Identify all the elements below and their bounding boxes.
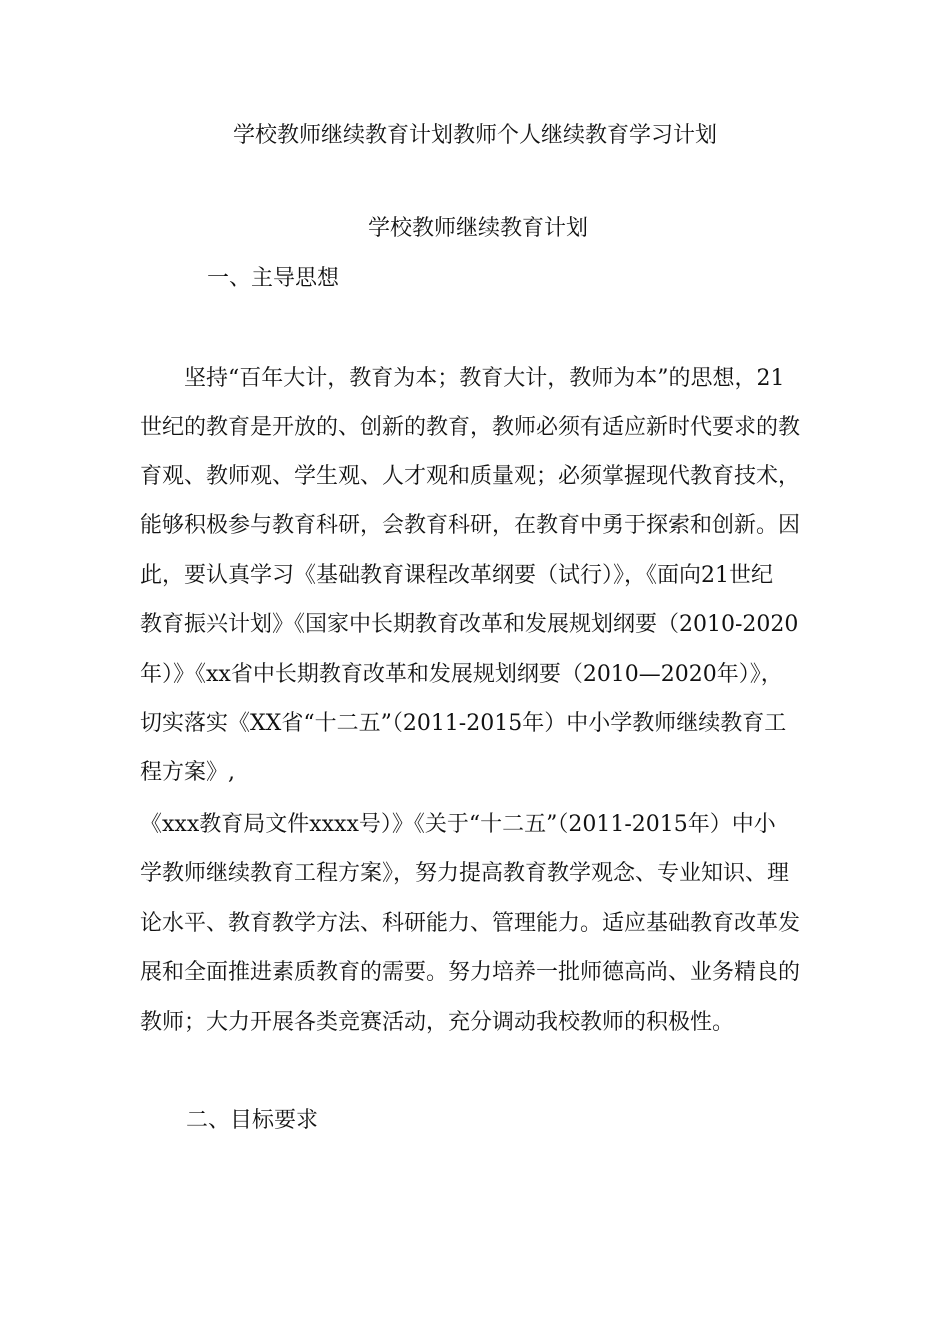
paragraph-line: 能够积极参与教育科研，会教育科研，在教育中勇于探索和创新。因 bbox=[140, 513, 801, 538]
document-sub-title: 学校教师继续教育计划 bbox=[367, 216, 588, 241]
paragraph-line: 此，要认真学习《基础教育课程改革纲要（试行）》，《面向21世纪 bbox=[140, 563, 773, 588]
paragraph-line: 程方案》, bbox=[140, 760, 235, 785]
document-main-title: 学校教师继续教育计划教师个人继续教育学习计划 bbox=[232, 123, 717, 148]
paragraph-line: 论水平、教育教学方法、科研能力、管理能力。适应基础教育改革发 bbox=[140, 911, 801, 936]
section-heading-goals: 二、目标要求 bbox=[186, 1108, 319, 1133]
paragraph-line: 《xxx教育局文件xxxx号）》《关于“十二五”（2011-2015年）中小 bbox=[140, 812, 776, 837]
paragraph-line: 学教师继续教育工程方案》，努力提高教育教学观念、专业知识、理 bbox=[140, 861, 790, 886]
paragraph-line: 坚持“百年大计，教育为本；教育大计，教师为本”的思想，21 bbox=[140, 366, 785, 391]
section-heading-guiding-ideology: 一、主导思想 bbox=[207, 266, 340, 291]
paragraph-line: 育观、教师观、学生观、人才观和质量观；必须掌握现代教育技术， bbox=[140, 464, 801, 489]
paragraph-line: 教师；大力开展各类竞赛活动，充分调动我校教师的积极性。 bbox=[140, 1010, 735, 1035]
paragraph-line: 年）》《xx省中长期教育改革和发展规划纲要（2010—2020年）》， bbox=[140, 662, 783, 687]
paragraph-line: 切实落实《XX省“十二五”（2011-2015年）中小学教师继续教育工 bbox=[140, 711, 787, 736]
paragraph-line: 教育振兴计划》《国家中长期教育改革和发展规划纲要（2010-2020 bbox=[140, 612, 799, 637]
paragraph-line: 世纪的教育是开放的、创新的教育，教师必须有适应新时代要求的教 bbox=[140, 415, 801, 440]
paragraph-line: 展和全面推进素质教育的需要。努力培养一批师德高尚、业务精良的 bbox=[140, 960, 801, 985]
